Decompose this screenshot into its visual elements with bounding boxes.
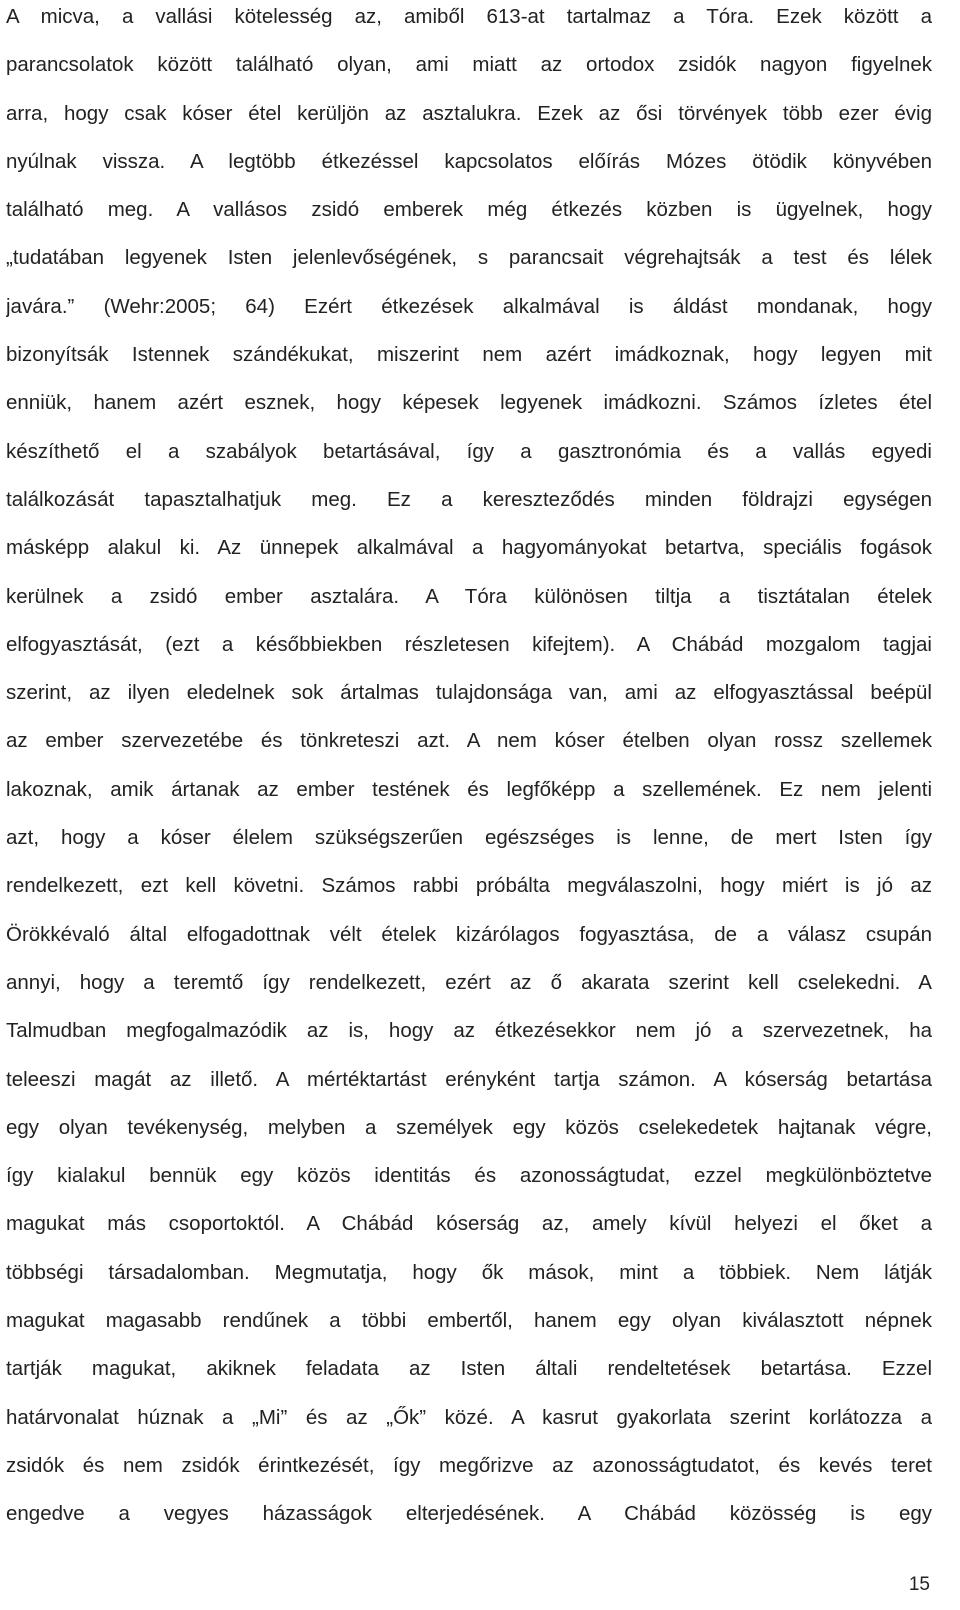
text-line: elfogyasztását, (ezt a későbbiekben részletesen kifejtem). A Chábád mozgalom tagjai <box>6 632 932 656</box>
text-line: enniük, hanem azért esznek, hogy képesek legyenek imádkozni. Számos ízletes étel <box>6 391 932 415</box>
text-line: magukat más csoportoktól. A Chábád kóserság az, amely kívül helyezi el őket a <box>6 1212 932 1236</box>
text-line: többségi társadalomban. Megmutatja, hogy ők mások, mint a többiek. Nem látják <box>6 1260 932 1284</box>
text-line: egy olyan tevékenység, melyben a személyek egy közös cselekedetek hajtanak végre, <box>6 1115 932 1139</box>
text-line: lakoznak, amik ártanak az ember testének és legfőképp a szellemének. Ez nem jelenti <box>6 777 932 801</box>
body-paragraph <box>6 0 932 1546</box>
text-line: található meg. A vallásos zsidó emberek még étkezés közben is ügyelnek, hogy <box>6 198 932 222</box>
text-line: Talmudban megfogalmazódik az is, hogy az étkezésekkor nem jó a szervezetnek, ha <box>6 1019 932 1043</box>
text-line: annyi, hogy a teremtő így rendelkezett, ezért az ő akarata szerint kell cselekedni. A <box>6 970 932 994</box>
text-line: másképp alakul ki. Az ünnepek alkalmával a hagyományokat betartva, speciális fogások <box>6 536 932 560</box>
text-line: rendelkezett, ezt kell követni. Számos rabbi próbálta megválaszolni, hogy miért is jó az <box>6 874 932 898</box>
text-line: szerint, az ilyen eledelnek sok ártalmas tulajdonsága van, ami az elfogyasztással beépül <box>6 681 932 705</box>
text-line: nyúlnak vissza. A legtöbb étkezéssel kapcsolatos előírás Mózes ötödik könyvében <box>6 149 932 173</box>
text-line: arra, hogy csak kóser étel kerüljön az asztalukra. Ezek az ősi törvények több ezer évig <box>6 101 932 125</box>
text-line: találkozását tapasztalhatjuk meg. Ez a kereszteződés minden földrajzi egységen <box>6 487 932 511</box>
text-line: készíthető el a szabályok betartásával, így a gasztronómia és a vallás egyedi <box>6 439 932 463</box>
text-line: az ember szervezetébe és tönkreteszi azt. A nem kóser ételben olyan rossz szellemek <box>6 729 932 753</box>
text-line: teleeszi magát az illető. A mértéktartást erényként tartja számon. A kóserság betartása <box>6 1067 932 1091</box>
text-line: zsidók és nem zsidók érintkezését, így megőrizve az azonosságtudatot, és kevés teret <box>6 1453 932 1477</box>
text-line: magukat magasabb rendűnek a többi embertől, hanem egy olyan kiválasztott népnek <box>6 1309 932 1333</box>
text-line: bizonyítsák Istennek szándékukat, miszerint nem azért imádkoznak, hogy legyen mit <box>6 343 932 367</box>
text-line: azt, hogy a kóser élelem szükségszerűen egészséges is lenne, de mert Isten így <box>6 826 932 850</box>
text-line: javára.” (Wehr:2005; 64) Ezért étkezések alkalmával is áldást mondanak, hogy <box>6 294 932 318</box>
text-line: kerülnek a zsidó ember asztalára. A Tóra különösen tiltja a tisztátalan ételek <box>6 584 932 608</box>
text-line: „tudatában legyenek Isten jelenlevőségének, s parancsait végrehajtsák a test és lélek <box>6 246 932 270</box>
text-line: engedve a vegyes házasságok elterjedésének. A Chábád közösség is egy <box>6 1502 932 1526</box>
text-line: így kialakul bennük egy közös identitás és azonosságtudat, ezzel megkülönböztetve <box>6 1164 932 1188</box>
text-line: tartják magukat, akiknek feladata az Isten általi rendeltetések betartása. Ezzel <box>6 1357 932 1381</box>
page-number: 15 <box>908 1574 930 1595</box>
text-line: parancsolatok között található olyan, ami miatt az ortodox zsidók nagyon figyelnek <box>6 53 932 77</box>
text-line: Örökkévaló által elfogadottnak vélt ételek kizárólagos fogyasztása, de a válasz csupán <box>6 922 932 946</box>
text-line: határvonalat húznak a „Mi” és az „Ők” közé. A kasrut gyakorlata szerint korlátozza a <box>6 1405 932 1429</box>
text-line: A micva, a vallási kötelesség az, amiből 613-at tartalmaz a Tóra. Ezek között a <box>6 5 932 28</box>
